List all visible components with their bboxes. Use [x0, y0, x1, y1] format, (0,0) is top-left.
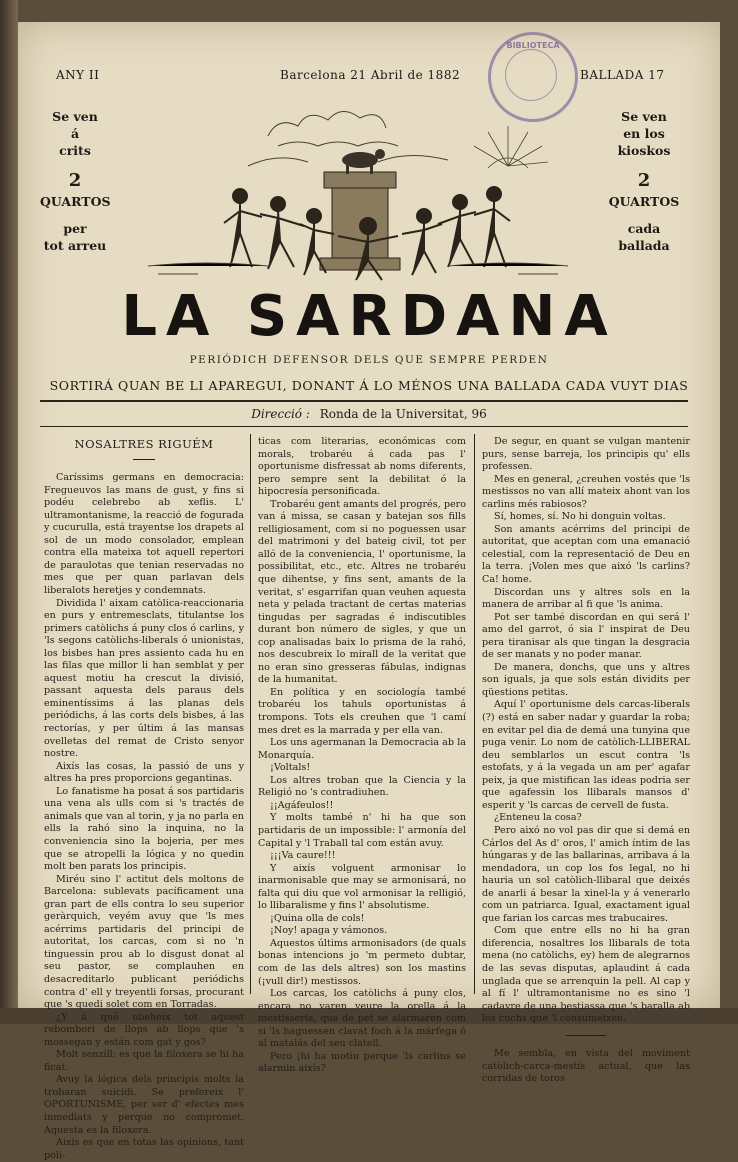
- col3-paragraph: Discordan uns y altres sols en la manera de arribar al fi que 'ls anima.: [482, 586, 690, 611]
- left-price: 2: [68, 170, 82, 191]
- col3-paragraph: De manera, donchs, que uns y altres son iguals, ja que sols están dividits per qüestions petitas.: [482, 661, 690, 698]
- right-line4: cada: [627, 221, 661, 236]
- column-divider-2: [474, 434, 475, 994]
- col2-paragraph: ¡Noy! apaga y vámonos.: [270, 925, 388, 937]
- left-line5: tot arreu: [43, 238, 107, 253]
- place-date: Barcelona 21 Abril de 1882: [280, 68, 461, 82]
- issue-year: ANY II: [56, 68, 100, 82]
- col2-paragraph: Los carcas, los catòlichs á puny clos, encara no varen veure la orella á la mestissería, que de pet se alarmaren com si 'ls haguessen clavat foch á la márfega ó al matalás del seu clatell.: [258, 988, 466, 1050]
- newspaper-page: [18, 22, 720, 1161]
- masthead-frequency: SORTIRÁ QUAN BE LI APAREGUI, DONANT Á LO MÉNOS UNA BALLADA CADA VUYT DIAS: [49, 378, 689, 393]
- masthead-title: LA SARDANA: [121, 284, 617, 349]
- article-heading: NOSALTRES RIGUÉM: [74, 437, 214, 451]
- column-divider-1: [250, 434, 251, 994]
- direction-address: Ronda de la Universitat, 96: [319, 407, 487, 421]
- col1-paragraph: Dividida l' aixam catòlica-reaccionaria en purs y entremesclats, titulantse los primers catòlichs á puny clos ó carlins, y 'ls segons catòlichs-liberals ó unionistas, los bisbes han pres assiento cada hu en las filas que millor li han semblat y per aquest motiu ha crescut la divisió, passant aquesta dels paraus dels eminentíssims á las planas dels periódichs, á las corts dels bisbes, á las rectorías, y per últim á las mansas ovelletas del remat de Cristo senyor nostre.: [44, 597, 244, 760]
- col1-paragraph: Caríssims germans en democracia: Fregueuvos las mans de gust, y fins si podéu celebrebo ab xeflis. L' ultramontanisme, la reacció de fogurada y cucurulla, está trayentse los drapets al sol de un modo consolador, emplean contra ella mateixa tot aquell repertori de paraulotas que tenian reservadas no mes que per quan parlavan dels liberalots heretjes y condemnats.: [44, 472, 244, 597]
- right-line5: ballada: [618, 238, 670, 253]
- right-line1: Se ven: [621, 109, 667, 124]
- col2-paragraph: Y aixís volguent armonisar lo inarmonisable que may se armonisará, no falta qui diu que vol armonisar la relligió, lo llibaralisme y fins l' absolutisme.: [258, 862, 466, 912]
- direction-line: [18, 407, 720, 421]
- masthead-rule-bottom: [40, 426, 688, 427]
- stamp-text: BIBLIOTECA: [506, 41, 560, 50]
- left-line3: crits: [59, 143, 91, 158]
- col1-paragraph: Miréu sino l' actitut dels moltons de Barcelona: sublevats pacíficament una gran part de ells contra lo seu superior geràrquich, veyém avuy que 'ls mes acérrims partidaris del principi de autoritat, los carcas, com si no 'n tinguessin prou ab lo disgust donat al seu pastor, se complauhen en desacreditarlo publicant periódichs contra d' ell y treyentli forsas, procurant que 's quedi solet com en Torradas.: [44, 873, 244, 1011]
- col1-paragraph: Avuy la lógica dels principis molts la trobaran suicidi. Se prefereix l' OPORTUNISME, per ser d' efectes mes inmediats y perque no compromet. Aquesta es la filoxera.: [44, 1074, 244, 1136]
- column-1: [44, 436, 244, 1162]
- sun-rays-illustration: [474, 126, 548, 168]
- col3-paragraph: De segur, en quant se vulgan mantenir purs, sense barreja, los principis qu' ells professen.: [482, 436, 690, 473]
- heading-dash: [44, 454, 244, 467]
- left-line2: á: [70, 126, 80, 141]
- left-price-box: [40, 108, 110, 254]
- col3-paragraph: Me sembla, en vista del moviment catòlich-carca-mestís actual, que las corridas de toros: [482, 1048, 690, 1085]
- col3-paragraph: Mes en general, ¿creuhen vostés que 'ls mestissos no van allí mateix ahont van los carlins més rabiosos?: [482, 473, 690, 510]
- col2-paragraph: ¡Voltals!: [270, 762, 311, 774]
- col2-paragraph: Los altres troban que la Ciencia y la Religió no 's contradiuhen.: [258, 774, 466, 799]
- right-line2: en los: [623, 126, 665, 141]
- col1-paragraph: Aixís las cosas, la passió de uns y altres ha pres proporcions gegantinas.: [44, 760, 244, 785]
- col2-paragraph: En política y en sociología també trobaréu los tahuls oportunistas á trompons. Tots els creuhen que 'l camí mes dret es la marrada y per ella van.: [258, 686, 466, 736]
- left-unit: QUARTOS: [40, 194, 111, 209]
- masthead-subtitle: PERIÓDICH DEFENSOR DELS QUE SEMPRE PERDEN: [189, 354, 549, 366]
- col2-paragraph: ticas com literarias, económicas com morals, trobaréu á cada pas l' oportunisme disfressat ab noms diferents, pero sempre sent la debilitat ó la hipocresía personificada.: [258, 436, 466, 498]
- scan-edge-left: [0, 0, 18, 1024]
- col2-paragraph: ¡¡Agáfeulos!!: [270, 799, 334, 811]
- col2-paragraph: ¡Quina olla de cols!: [270, 912, 365, 924]
- right-unit: QUARTOS: [608, 194, 680, 209]
- col2-paragraph: Los uns agermanan la Democracia ab la Monarquía.: [258, 737, 466, 761]
- col2-paragraph: Pero ¡hi ha motiu perque 'ls carlins se alarmin aixís?: [258, 1050, 466, 1075]
- pedestal-illustration: [320, 172, 400, 270]
- col3-paragraph: Com que entre ells no hi ha gran diferencia, nosaltres los llibarals de tota mena (no catòlichs, ey) hem de alegrarnos de las sevas disputas, aplaudint á cada unglada que se arrenquin la pell. Al cap y al fí l' ultramontanisme no es sino 'l cadavre de una bestiassa que 's baralla ab los cuchs que 'l consumeixen.: [482, 925, 690, 1025]
- col1-paragraph: Molt senzill: es que la filoxera se hi ha ficat.: [44, 1049, 244, 1073]
- issue-number: BALLADA 17: [580, 68, 665, 82]
- col1-paragraph: Lo fanatisme ha posat á sos partidaris una vena als ulls com si 's tractés de animals que van al torin, y ja no parla en ells la rahó sino la inquina, no la conveniencia sino la bojeria, per mes que se atropelli la lógica y no quedin molt ben parats los principis.: [44, 785, 244, 873]
- col2-paragraph: ¡¡¡Va caure!!!: [270, 850, 336, 862]
- right-line3: kioskos: [617, 143, 671, 158]
- left-line4: per: [63, 221, 87, 236]
- col3-paragraph: Aquí l' oportunisme dels carcas-liberals (?) está en saber nadar y guardar la roba; en evitar pel dia de demá una tunyina que puga venir. Lo nom de catòlich-LLIBERAL deu semblarlos un escut contra 'ls estofats, y á la vegada un am per' agafar peix, ja que mistifican las ideas podria ser que agafessin los llibarals mansos d' esperit y 'ls carcas de cervell de fusta.: [482, 699, 690, 811]
- column-2: [258, 436, 466, 1076]
- col2-paragraph: Y molts també n' hi ha que son partidaris de un impossible: l' armonía del Capital y 'l Traball tal com están avuy.: [258, 812, 466, 849]
- col3-paragraph: Sí, homes, sí. No hi donguin voltas.: [494, 511, 666, 523]
- col3-paragraph: Son amants acérrims del principi de autoritat, que aceptan com una emanació celestial, com la representació de Deu en la terra. ¡Volen mes que aixó 'ls carlins? Ca! home.: [482, 523, 690, 586]
- col2-paragraph: Aquestos últims armonisadors (de quals bonas intencions jo 'm permeto dubtar, com de las dels altres) son los mastins (¡vull dir!) mestissos.: [258, 937, 466, 987]
- column-3: [482, 436, 690, 1086]
- section-divider: [482, 1030, 690, 1043]
- col3-paragraph: ¿Enteneu la cosa?: [494, 812, 582, 824]
- col2-paragraph: Trobaréu gent amants del progrés, pero van á missa, se casan y batejan sos fills relligiosament, com si no poguessen usar del matrimoni y del bateig civil, tot per alló de la conveniencia, l' oportunisme, la possibilitat, etc., etc. Altres ne trobaréu que dihentse, y fins sent, amants de la veritat, s' esgarrifan quan veuhen aquesta neta y pelada tractant de certas materias tingudas per sagradas é indiscutibles durant bon número de sigles, y que un cop analisadas baix lo prisma de la rahó, nos descubreix lo mirall de la veritat que no eran sino gresseras fábulas, indignas de la humanitat.: [258, 498, 466, 686]
- masthead-rule-top: [40, 400, 688, 402]
- direction-label: Direcció :: [251, 407, 310, 421]
- col1-paragraph: ¿Y á qué obeheix tot aquest rebombori de llops ab llops que 's mossegan y están com gat y gos?: [44, 1011, 244, 1048]
- right-price: 2: [637, 170, 651, 191]
- right-price-box: [606, 108, 682, 254]
- col3-paragraph: Pot ser també discordan en qui será l' amo del garrot, ó sia l' inspirat de Deu pera tiranisar als que tingan la desgracia de ser manats y no poder manar.: [482, 611, 690, 661]
- sardana-dance-illustration: [128, 76, 588, 286]
- left-line1: Se ven: [52, 109, 98, 124]
- col1-paragraph: Aixís es que en totas las opinions, tant poli-: [44, 1137, 244, 1161]
- col3-paragraph: Pero aixó no vol pas dir que si demá en Cárlos del As d' oros, l' amich íntim de las húngaras y de las ballarinas, arribava á la mendadora, un cop los fos legal, no hi hauria un sol catòlich-llibaral que deixés de anarli á besar la xinel-la y á venerarlo com un patriarca. Igual, exactament igual que farian los carcas mes trabucaires.: [482, 824, 690, 924]
